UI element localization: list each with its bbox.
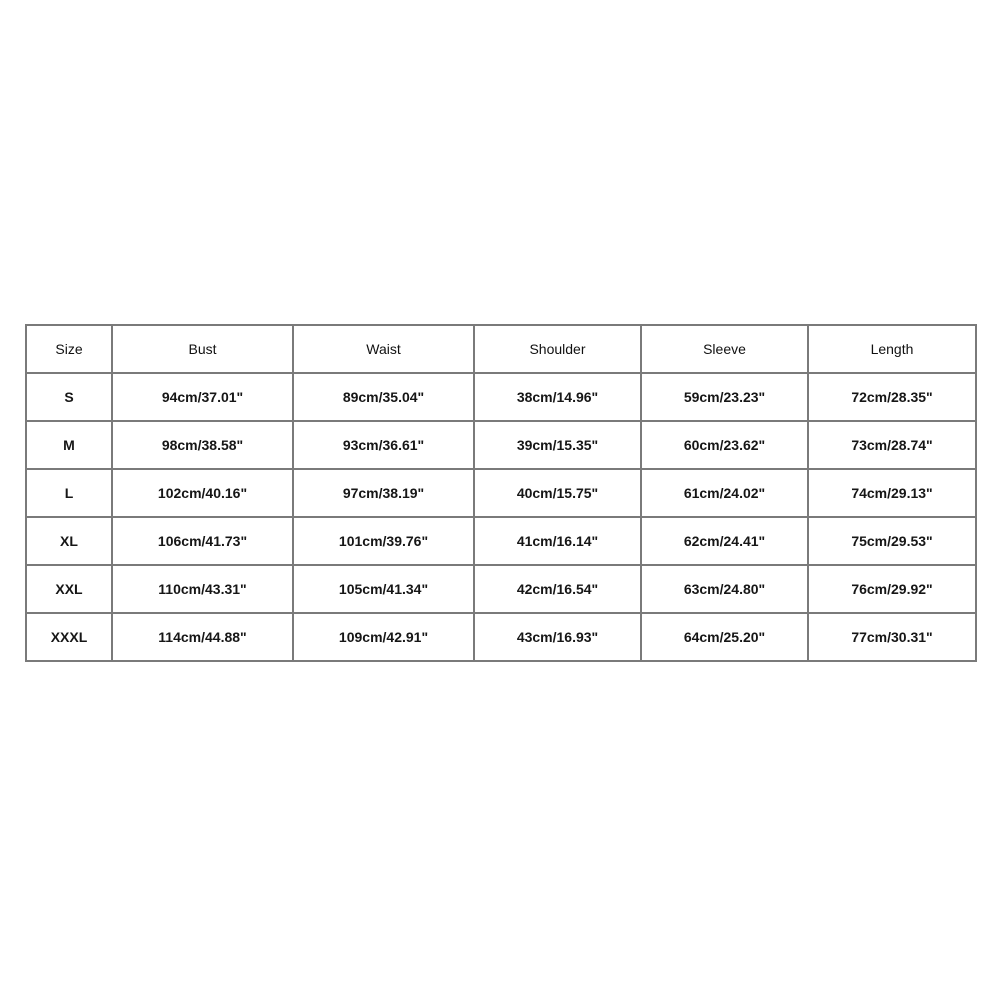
cell-bust: 98cm/38.58" [112,421,293,469]
cell-length: 76cm/29.92" [808,565,976,613]
header-size: Size [26,325,112,373]
header-waist: Waist [293,325,474,373]
cell-shoulder: 42cm/16.54" [474,565,641,613]
cell-waist: 105cm/41.34" [293,565,474,613]
cell-sleeve: 63cm/24.80" [641,565,808,613]
cell-waist: 89cm/35.04" [293,373,474,421]
cell-waist: 101cm/39.76" [293,517,474,565]
cell-length: 72cm/28.35" [808,373,976,421]
cell-sleeve: 64cm/25.20" [641,613,808,661]
header-row [26,325,976,373]
cell-sleeve: 62cm/24.41" [641,517,808,565]
header-sleeve: Sleeve [641,325,808,373]
cell-length: 75cm/29.53" [808,517,976,565]
cell-bust: 94cm/37.01" [112,373,293,421]
cell-size: XL [26,517,112,565]
cell-length: 77cm/30.31" [808,613,976,661]
cell-length: 74cm/29.13" [808,469,976,517]
cell-size: L [26,469,112,517]
cell-shoulder: 40cm/15.75" [474,469,641,517]
cell-waist: 97cm/38.19" [293,469,474,517]
cell-length: 73cm/28.74" [808,421,976,469]
table-row [26,613,976,661]
header-shoulder: Shoulder [474,325,641,373]
header-bust: Bust [112,325,293,373]
cell-bust: 102cm/40.16" [112,469,293,517]
cell-waist: 109cm/42.91" [293,613,474,661]
cell-waist: 93cm/36.61" [293,421,474,469]
cell-shoulder: 43cm/16.93" [474,613,641,661]
cell-size: S [26,373,112,421]
table-row [26,469,976,517]
table-row [26,565,976,613]
table-row [26,517,976,565]
cell-sleeve: 59cm/23.23" [641,373,808,421]
cell-size: M [26,421,112,469]
cell-size: XXL [26,565,112,613]
cell-size: XXXL [26,613,112,661]
size-chart-table [25,324,977,662]
table-row [26,421,976,469]
header-length: Length [808,325,976,373]
cell-shoulder: 41cm/16.14" [474,517,641,565]
cell-bust: 110cm/43.31" [112,565,293,613]
cell-sleeve: 61cm/24.02" [641,469,808,517]
cell-sleeve: 60cm/23.62" [641,421,808,469]
table-row [26,373,976,421]
cell-bust: 106cm/41.73" [112,517,293,565]
cell-shoulder: 39cm/15.35" [474,421,641,469]
cell-bust: 114cm/44.88" [112,613,293,661]
cell-shoulder: 38cm/14.96" [474,373,641,421]
